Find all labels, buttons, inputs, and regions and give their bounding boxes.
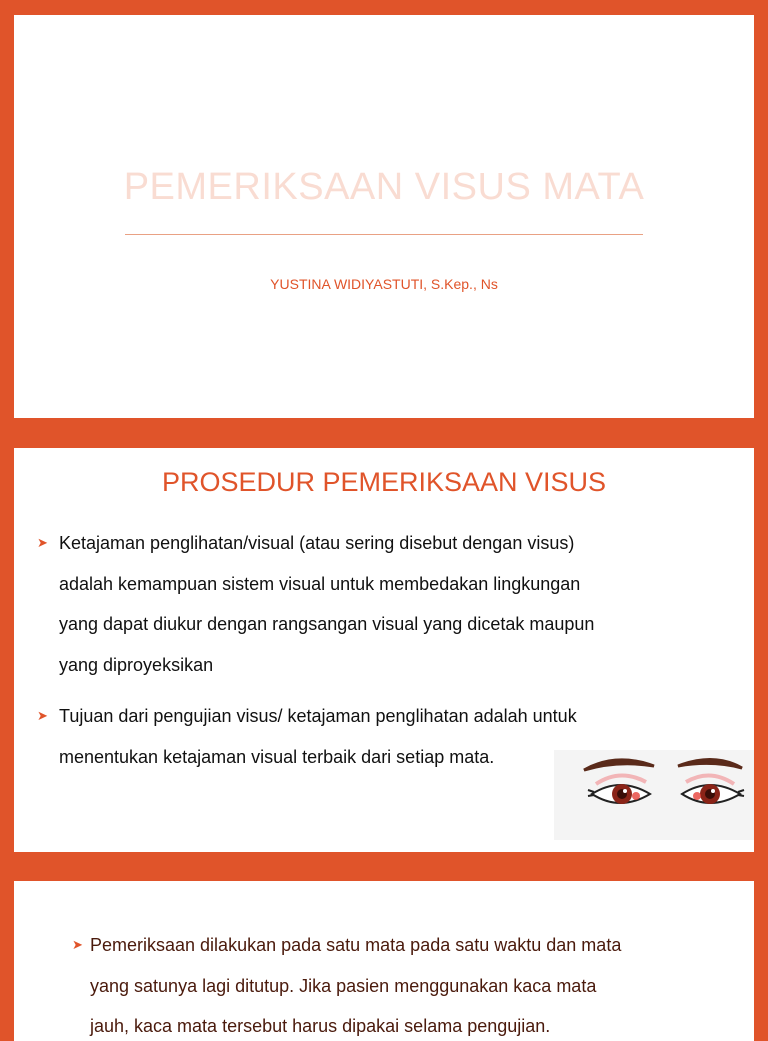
arrowhead-right-icon: ➤ — [72, 937, 83, 952]
title-divider — [125, 234, 643, 235]
left-highlight — [623, 789, 627, 793]
arrowhead-right-icon: ➤ — [37, 535, 48, 550]
presentation-title: PEMERIKSAAN VISUS MATA — [123, 166, 645, 208]
right-reflection — [693, 792, 701, 800]
slide-procedure — [14, 448, 754, 852]
slide-procedure-continued — [14, 881, 754, 1041]
slide-title: PROSEDUR PEMERIKSAAN VISUS — [161, 467, 607, 497]
slide-title — [14, 15, 754, 418]
bullet-text: Pemeriksaan dilakukan pada satu mata pada satu waktu dan mata yang satunya lagi ditutup. Jika pasien menggunakan kaca mata jauh, kaca mata tersebut harus dipakai selama pengujian. — [90, 935, 622, 1037]
bullet-text: Tujuan dari pengujian visus/ ketajaman penglihatan adalah untuk menentukan ketajaman visual terbaik dari setiap mata. — [59, 706, 577, 767]
eyes-illustration — [554, 750, 754, 840]
bullet-text: Ketajaman penglihatan/visual (atau sering disebut dengan visus) adalah kemampuan sistem visual untuk membedakan lingkungan yang dapat diukur dengan rangsangan visual yang dicetak maupun yang diproyeksikan — [59, 533, 595, 675]
arrowhead-right-icon: ➤ — [37, 708, 48, 723]
bullet-item — [37, 523, 737, 685]
author-name: YUSTINA WIDIYASTUTI, S.Kep., Ns — [270, 276, 498, 292]
left-reflection — [632, 792, 640, 800]
right-highlight — [711, 789, 715, 793]
